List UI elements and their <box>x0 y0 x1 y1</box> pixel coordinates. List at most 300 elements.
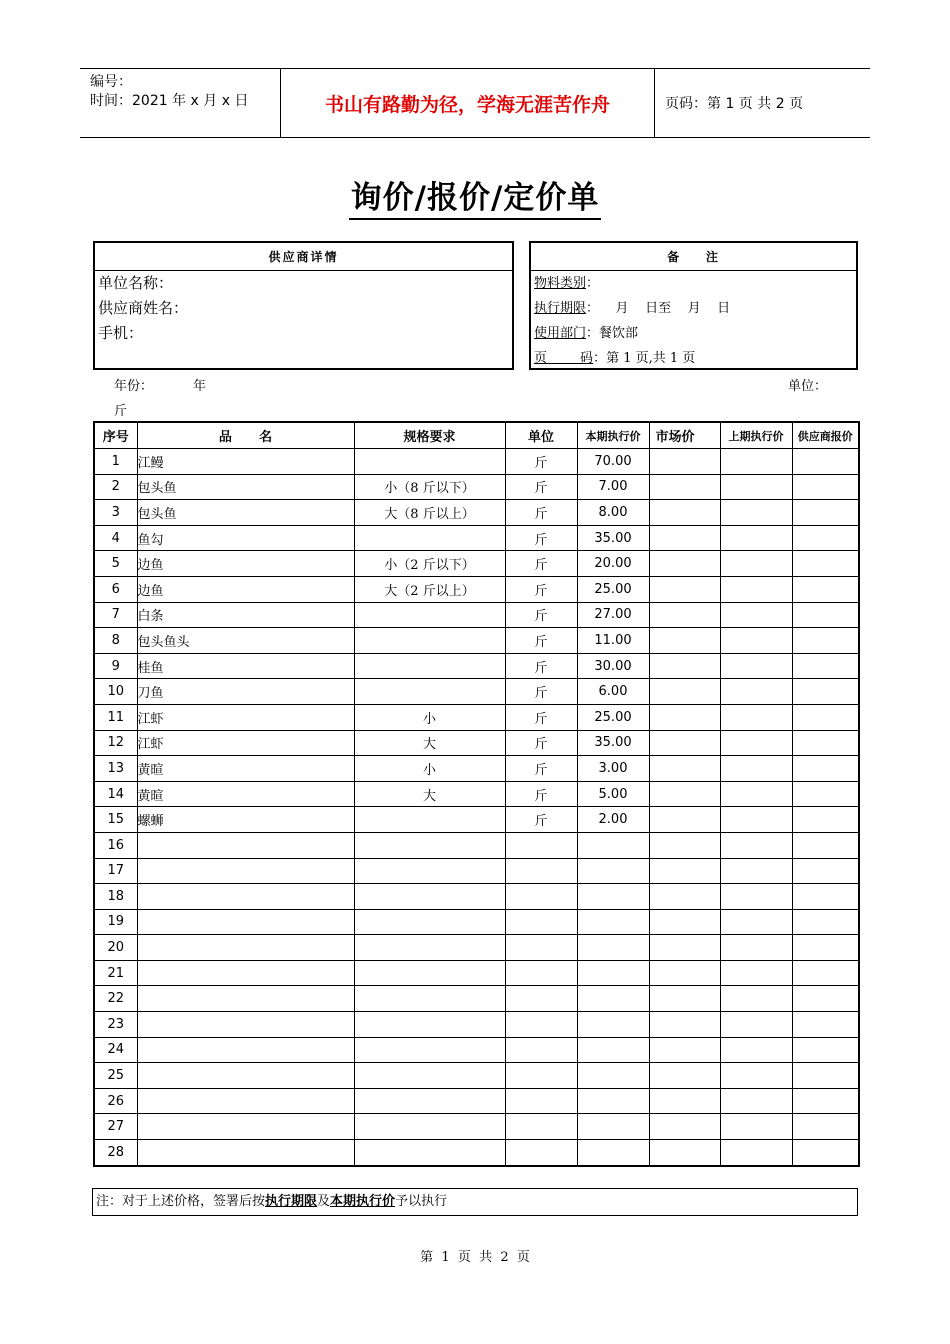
market-price-cell[interactable] <box>649 1037 720 1063</box>
col-header-current-price: 本期执行价 <box>577 422 649 449</box>
unit-cell <box>505 1012 577 1038</box>
market-price-cell[interactable] <box>649 807 720 833</box>
col-header-unit: 单位 <box>505 422 577 449</box>
current-price-cell: 5.00 <box>577 781 649 807</box>
col-header-no: 序号 <box>94 422 137 449</box>
table-row <box>94 909 859 935</box>
table-row <box>94 679 859 705</box>
item-name-cell <box>137 1114 354 1140</box>
unit-cell <box>505 1063 577 1089</box>
previous-price-cell[interactable] <box>720 1140 792 1166</box>
market-price-cell[interactable] <box>649 1140 720 1166</box>
header-info-cell <box>80 69 281 137</box>
current-price-cell: 35.00 <box>577 525 649 551</box>
unit-cell <box>505 909 577 935</box>
row-number: 15 <box>94 807 137 833</box>
market-price-cell[interactable] <box>649 935 720 961</box>
table-row <box>94 960 859 986</box>
row-number: 17 <box>94 858 137 884</box>
row-number: 25 <box>94 1063 137 1089</box>
unit-cell <box>505 986 577 1012</box>
page-value: ：第 1 页,共 1 页 <box>593 351 696 366</box>
item-name-cell: 桂鱼 <box>137 653 354 679</box>
market-price-cell[interactable] <box>649 858 720 884</box>
current-price-cell: 30.00 <box>577 653 649 679</box>
current-price-cell: 7.00 <box>577 474 649 500</box>
unit-cell: 斤 <box>505 781 577 807</box>
spec-cell <box>354 1140 505 1166</box>
market-price-cell[interactable] <box>649 704 720 730</box>
unit-cell: 斤 <box>505 500 577 526</box>
spec-cell <box>354 525 505 551</box>
unit-cell: 斤 <box>505 730 577 756</box>
table-row <box>94 628 859 654</box>
item-name-cell: 黄暄 <box>137 756 354 782</box>
page-footer: 第 1 页 共 2 页 <box>420 1250 530 1265</box>
market-price-cell[interactable] <box>649 909 720 935</box>
page-line <box>531 346 856 371</box>
previous-price-cell[interactable] <box>720 449 792 475</box>
current-price-cell: 3.00 <box>577 756 649 782</box>
unit-cell: 斤 <box>505 551 577 577</box>
current-price-cell: 25.00 <box>577 704 649 730</box>
spec-cell <box>354 1088 505 1114</box>
unit-cell: 斤 <box>505 628 577 654</box>
row-number: 14 <box>94 781 137 807</box>
previous-price-cell[interactable] <box>720 756 792 782</box>
row-number: 20 <box>94 935 137 961</box>
spec-cell <box>354 986 505 1012</box>
remarks-heading: 备 注 <box>531 243 856 271</box>
spec-cell <box>354 1037 505 1063</box>
spec-cell: 大（2 斤以上） <box>354 576 505 602</box>
market-price-cell[interactable] <box>649 1088 720 1114</box>
market-price-cell[interactable] <box>649 1063 720 1089</box>
spec-cell: 小 <box>354 756 505 782</box>
unit-cell <box>505 858 577 884</box>
item-name-cell <box>137 909 354 935</box>
current-price-cell <box>577 935 649 961</box>
code-label: 编号： <box>90 74 132 90</box>
period-key: 执行期限 <box>534 301 587 316</box>
market-price-cell[interactable] <box>649 628 720 654</box>
row-number: 10 <box>94 679 137 705</box>
item-name-cell <box>137 832 354 858</box>
supplier-quote-cell[interactable] <box>792 628 859 654</box>
table-row <box>94 730 859 756</box>
previous-price-cell[interactable] <box>720 858 792 884</box>
table-row <box>94 500 859 526</box>
supplier-quote-cell[interactable] <box>792 704 859 730</box>
table-row <box>94 576 859 602</box>
row-number: 23 <box>94 1012 137 1038</box>
supplier-quote-cell[interactable] <box>792 449 859 475</box>
supplier-quote-cell[interactable] <box>792 1114 859 1140</box>
note-term-price: 本期执行价 <box>330 1194 396 1209</box>
note-prefix: 注：对于上述价格，签署后按 <box>96 1194 266 1209</box>
supplier-quote-cell[interactable] <box>792 474 859 500</box>
market-price-cell[interactable] <box>649 884 720 910</box>
item-name-cell <box>137 858 354 884</box>
row-number: 26 <box>94 1088 137 1114</box>
previous-price-cell[interactable] <box>720 832 792 858</box>
supplier-quote-cell[interactable] <box>792 1140 859 1166</box>
item-name-cell <box>137 884 354 910</box>
spec-cell <box>354 653 505 679</box>
row-number: 18 <box>94 884 137 910</box>
spec-cell: 小 <box>354 704 505 730</box>
supplier-quote-cell[interactable] <box>792 909 859 935</box>
unit-cell <box>505 935 577 961</box>
current-price-cell: 25.00 <box>577 576 649 602</box>
previous-price-cell[interactable] <box>720 551 792 577</box>
table-row <box>94 653 859 679</box>
unit-cell <box>505 832 577 858</box>
table-row <box>94 884 859 910</box>
period-value[interactable]: ： 月 日至 月 日 <box>586 301 731 316</box>
supplier-quote-cell[interactable] <box>792 935 859 961</box>
previous-price-cell[interactable] <box>720 679 792 705</box>
market-price-cell[interactable] <box>649 986 720 1012</box>
item-name-cell: 包头鱼头 <box>137 628 354 654</box>
current-price-cell <box>577 884 649 910</box>
supplier-quote-cell[interactable] <box>792 832 859 858</box>
item-name-cell: 包头鱼 <box>137 474 354 500</box>
current-price-cell: 6.00 <box>577 679 649 705</box>
market-price-cell[interactable] <box>649 576 720 602</box>
row-number: 24 <box>94 1037 137 1063</box>
spec-cell <box>354 602 505 628</box>
supplier-quote-cell[interactable] <box>792 500 859 526</box>
row-number: 9 <box>94 653 137 679</box>
item-name-cell <box>137 960 354 986</box>
previous-price-cell[interactable] <box>720 1037 792 1063</box>
spec-cell <box>354 832 505 858</box>
year-value[interactable]: 年 <box>193 379 207 394</box>
category-key: 物料类别 <box>534 276 587 291</box>
spec-cell <box>354 1114 505 1140</box>
previous-price-cell[interactable] <box>720 628 792 654</box>
unit-cell <box>505 1114 577 1140</box>
current-price-cell <box>577 1012 649 1038</box>
table-row <box>94 704 859 730</box>
row-number: 1 <box>94 449 137 475</box>
supplier-quote-cell[interactable] <box>792 1088 859 1114</box>
unit-cell: 斤 <box>505 807 577 833</box>
table-header-row <box>94 422 859 449</box>
item-name-cell: 边鱼 <box>137 551 354 577</box>
mobile-field[interactable]: 手机： <box>98 324 144 342</box>
col-header-spec: 规格要求 <box>354 422 505 449</box>
spec-cell <box>354 449 505 475</box>
supplier-quote-cell[interactable] <box>792 1012 859 1038</box>
unit-cell <box>505 1140 577 1166</box>
previous-price-cell[interactable] <box>720 525 792 551</box>
previous-price-cell[interactable] <box>720 986 792 1012</box>
supplier-quote-cell[interactable] <box>792 679 859 705</box>
supplier-quote-cell[interactable] <box>792 576 859 602</box>
item-name-cell <box>137 1088 354 1114</box>
previous-price-cell[interactable] <box>720 1114 792 1140</box>
dept-line <box>531 321 856 346</box>
previous-price-cell[interactable] <box>720 602 792 628</box>
market-price-cell[interactable] <box>649 500 720 526</box>
unit-cell: 斤 <box>505 756 577 782</box>
row-number: 28 <box>94 1140 137 1166</box>
current-price-cell: 35.00 <box>577 730 649 756</box>
supplier-quote-cell[interactable] <box>792 653 859 679</box>
market-price-cell[interactable] <box>649 1012 720 1038</box>
page-title: 询价/报价/定价单 <box>349 180 602 220</box>
market-price-cell[interactable] <box>649 525 720 551</box>
item-name-cell: 鱼勾 <box>137 525 354 551</box>
table-row <box>94 1088 859 1114</box>
supplier-quote-cell[interactable] <box>792 1037 859 1063</box>
row-number: 16 <box>94 832 137 858</box>
table-row <box>94 1037 859 1063</box>
category-value[interactable]: ： <box>586 276 600 291</box>
current-price-cell <box>577 960 649 986</box>
unit-cell <box>505 1088 577 1114</box>
unit-cell: 斤 <box>505 576 577 602</box>
market-price-cell[interactable] <box>649 1114 720 1140</box>
market-price-cell[interactable] <box>649 730 720 756</box>
item-name-cell: 刀鱼 <box>137 679 354 705</box>
spec-cell <box>354 1012 505 1038</box>
current-price-cell: 70.00 <box>577 449 649 475</box>
unit-cell: 斤 <box>505 653 577 679</box>
row-number: 22 <box>94 986 137 1012</box>
period-line <box>531 296 856 321</box>
current-price-cell: 8.00 <box>577 500 649 526</box>
item-name-cell <box>137 1012 354 1038</box>
supplier-quote-cell[interactable] <box>792 1063 859 1089</box>
row-number: 21 <box>94 960 137 986</box>
item-name-cell <box>137 935 354 961</box>
supplier-quote-cell[interactable] <box>792 960 859 986</box>
item-name-cell: 边鱼 <box>137 576 354 602</box>
table-row <box>94 449 859 475</box>
current-price-cell <box>577 1088 649 1114</box>
note-suffix: 予以执行 <box>395 1194 448 1209</box>
unit-cell: 斤 <box>505 525 577 551</box>
spec-cell <box>354 960 505 986</box>
unit-label: 单位： <box>788 379 828 394</box>
row-number: 8 <box>94 628 137 654</box>
previous-price-cell[interactable] <box>720 576 792 602</box>
note-term-period: 执行期限 <box>265 1194 318 1209</box>
time-label: 时间：2021 年 x 月 x 日 <box>90 93 249 109</box>
row-number: 4 <box>94 525 137 551</box>
supplier-quote-cell[interactable] <box>792 807 859 833</box>
market-price-cell[interactable] <box>649 781 720 807</box>
item-name-cell <box>137 986 354 1012</box>
row-number: 3 <box>94 500 137 526</box>
current-price-cell <box>577 832 649 858</box>
supplier-quote-cell[interactable] <box>792 730 859 756</box>
row-number: 5 <box>94 551 137 577</box>
table-row <box>94 832 859 858</box>
previous-price-cell[interactable] <box>720 960 792 986</box>
market-price-cell[interactable] <box>649 832 720 858</box>
supplier-quote-cell[interactable] <box>792 602 859 628</box>
supplier-quote-cell[interactable] <box>792 756 859 782</box>
row-number: 19 <box>94 909 137 935</box>
item-name-cell <box>137 1037 354 1063</box>
row-number: 2 <box>94 474 137 500</box>
unit-cell <box>505 1037 577 1063</box>
spec-cell: 大（8 斤以上） <box>354 500 505 526</box>
item-name-cell: 黄暄 <box>137 781 354 807</box>
previous-price-cell[interactable] <box>720 935 792 961</box>
previous-price-cell[interactable] <box>720 730 792 756</box>
row-number: 7 <box>94 602 137 628</box>
spec-cell <box>354 909 505 935</box>
supplier-quote-cell[interactable] <box>792 525 859 551</box>
unit-cell: 斤 <box>505 474 577 500</box>
previous-price-cell[interactable] <box>720 704 792 730</box>
table-row <box>94 1063 859 1089</box>
page-code: 页码：第 1 页 共 2 页 <box>665 96 804 112</box>
spec-cell: 大 <box>354 730 505 756</box>
current-price-cell <box>577 858 649 884</box>
unit-cell <box>505 884 577 910</box>
col-header-name: 品 名 <box>137 422 354 449</box>
previous-price-cell[interactable] <box>720 653 792 679</box>
table-row <box>94 1140 859 1166</box>
current-price-cell <box>577 1037 649 1063</box>
previous-price-cell[interactable] <box>720 474 792 500</box>
unit-cell: 斤 <box>505 449 577 475</box>
table-row <box>94 551 859 577</box>
table-row <box>94 1012 859 1038</box>
previous-price-cell[interactable] <box>720 500 792 526</box>
current-price-cell: 2.00 <box>577 807 649 833</box>
dept-key: 使用部门 <box>534 326 587 341</box>
supplier-quote-cell[interactable] <box>792 858 859 884</box>
spec-cell <box>354 807 505 833</box>
previous-price-cell[interactable] <box>720 884 792 910</box>
current-price-cell: 27.00 <box>577 602 649 628</box>
note-mid: 及 <box>317 1194 331 1209</box>
table-row <box>94 935 859 961</box>
spec-cell <box>354 935 505 961</box>
item-name-cell <box>137 1063 354 1089</box>
current-price-cell <box>577 909 649 935</box>
item-name-cell: 螺蛳 <box>137 807 354 833</box>
item-name-cell: 江鳗 <box>137 449 354 475</box>
unit-value: 斤 <box>114 404 128 419</box>
supplier-heading: 供应商详情 <box>95 243 512 271</box>
market-price-cell[interactable] <box>649 679 720 705</box>
spec-cell <box>354 1063 505 1089</box>
market-price-cell[interactable] <box>649 474 720 500</box>
unit-cell: 斤 <box>505 602 577 628</box>
price-table <box>93 421 860 1167</box>
supplier-name-field[interactable]: 供应商姓名： <box>98 299 189 317</box>
previous-price-cell[interactable] <box>720 807 792 833</box>
row-number: 13 <box>94 756 137 782</box>
previous-price-cell[interactable] <box>720 909 792 935</box>
table-row <box>94 807 859 833</box>
page-title-wrap <box>0 172 950 217</box>
table-row <box>94 525 859 551</box>
supplier-quote-cell[interactable] <box>792 551 859 577</box>
previous-price-cell[interactable] <box>720 1063 792 1089</box>
unit-cell: 斤 <box>505 704 577 730</box>
market-price-cell[interactable] <box>649 551 720 577</box>
row-number: 11 <box>94 704 137 730</box>
market-price-cell[interactable] <box>649 602 720 628</box>
table-row <box>94 602 859 628</box>
dept-value: ：餐饮部 <box>586 326 639 341</box>
row-number: 27 <box>94 1114 137 1140</box>
table-row <box>94 858 859 884</box>
unit-cell: 斤 <box>505 679 577 705</box>
supplier-quote-cell[interactable] <box>792 781 859 807</box>
document-header <box>80 68 870 138</box>
previous-price-cell[interactable] <box>720 1012 792 1038</box>
table-row <box>94 781 859 807</box>
item-name-cell <box>137 1140 354 1166</box>
table-row <box>94 1114 859 1140</box>
execution-note <box>92 1188 858 1216</box>
current-price-cell: 20.00 <box>577 551 649 577</box>
market-price-cell[interactable] <box>649 960 720 986</box>
unit-name-field[interactable]: 单位名称： <box>98 274 174 292</box>
market-price-cell[interactable] <box>649 653 720 679</box>
col-header-supplier-quote: 供应商报价 <box>792 422 859 449</box>
previous-price-cell[interactable] <box>720 781 792 807</box>
current-price-cell <box>577 1140 649 1166</box>
spec-cell <box>354 679 505 705</box>
header-motto-cell <box>281 69 655 137</box>
market-price-cell[interactable] <box>649 756 720 782</box>
current-price-cell <box>577 986 649 1012</box>
category-line <box>531 271 856 296</box>
row-number: 6 <box>94 576 137 602</box>
market-price-cell[interactable] <box>649 449 720 475</box>
current-price-cell <box>577 1114 649 1140</box>
spec-cell <box>354 628 505 654</box>
item-name-cell: 江虾 <box>137 730 354 756</box>
supplier-quote-cell[interactable] <box>792 986 859 1012</box>
spec-cell: 小（8 斤以下） <box>354 474 505 500</box>
previous-price-cell[interactable] <box>720 1088 792 1114</box>
row-number: 12 <box>94 730 137 756</box>
current-price-cell: 11.00 <box>577 628 649 654</box>
supplier-quote-cell[interactable] <box>792 884 859 910</box>
spec-cell <box>354 884 505 910</box>
item-name-cell: 包头鱼 <box>137 500 354 526</box>
spec-cell: 大 <box>354 781 505 807</box>
supplier-details-box <box>93 241 514 370</box>
remarks-box <box>529 241 858 370</box>
motto-text: 书山有路勤为径，学海无涯苦作舟 <box>324 93 610 116</box>
col-header-market-price: 市场价 <box>649 422 720 449</box>
table-row <box>94 986 859 1012</box>
spec-cell: 小（2 斤以下） <box>354 551 505 577</box>
item-name-cell: 江虾 <box>137 704 354 730</box>
unit-cell <box>505 960 577 986</box>
table-row <box>94 474 859 500</box>
year-label: 年份： <box>114 379 154 394</box>
table-row <box>94 756 859 782</box>
spec-cell <box>354 858 505 884</box>
current-price-cell <box>577 1063 649 1089</box>
page-key: 页 码 <box>534 351 594 366</box>
col-header-previous-price: 上期执行价 <box>720 422 792 449</box>
